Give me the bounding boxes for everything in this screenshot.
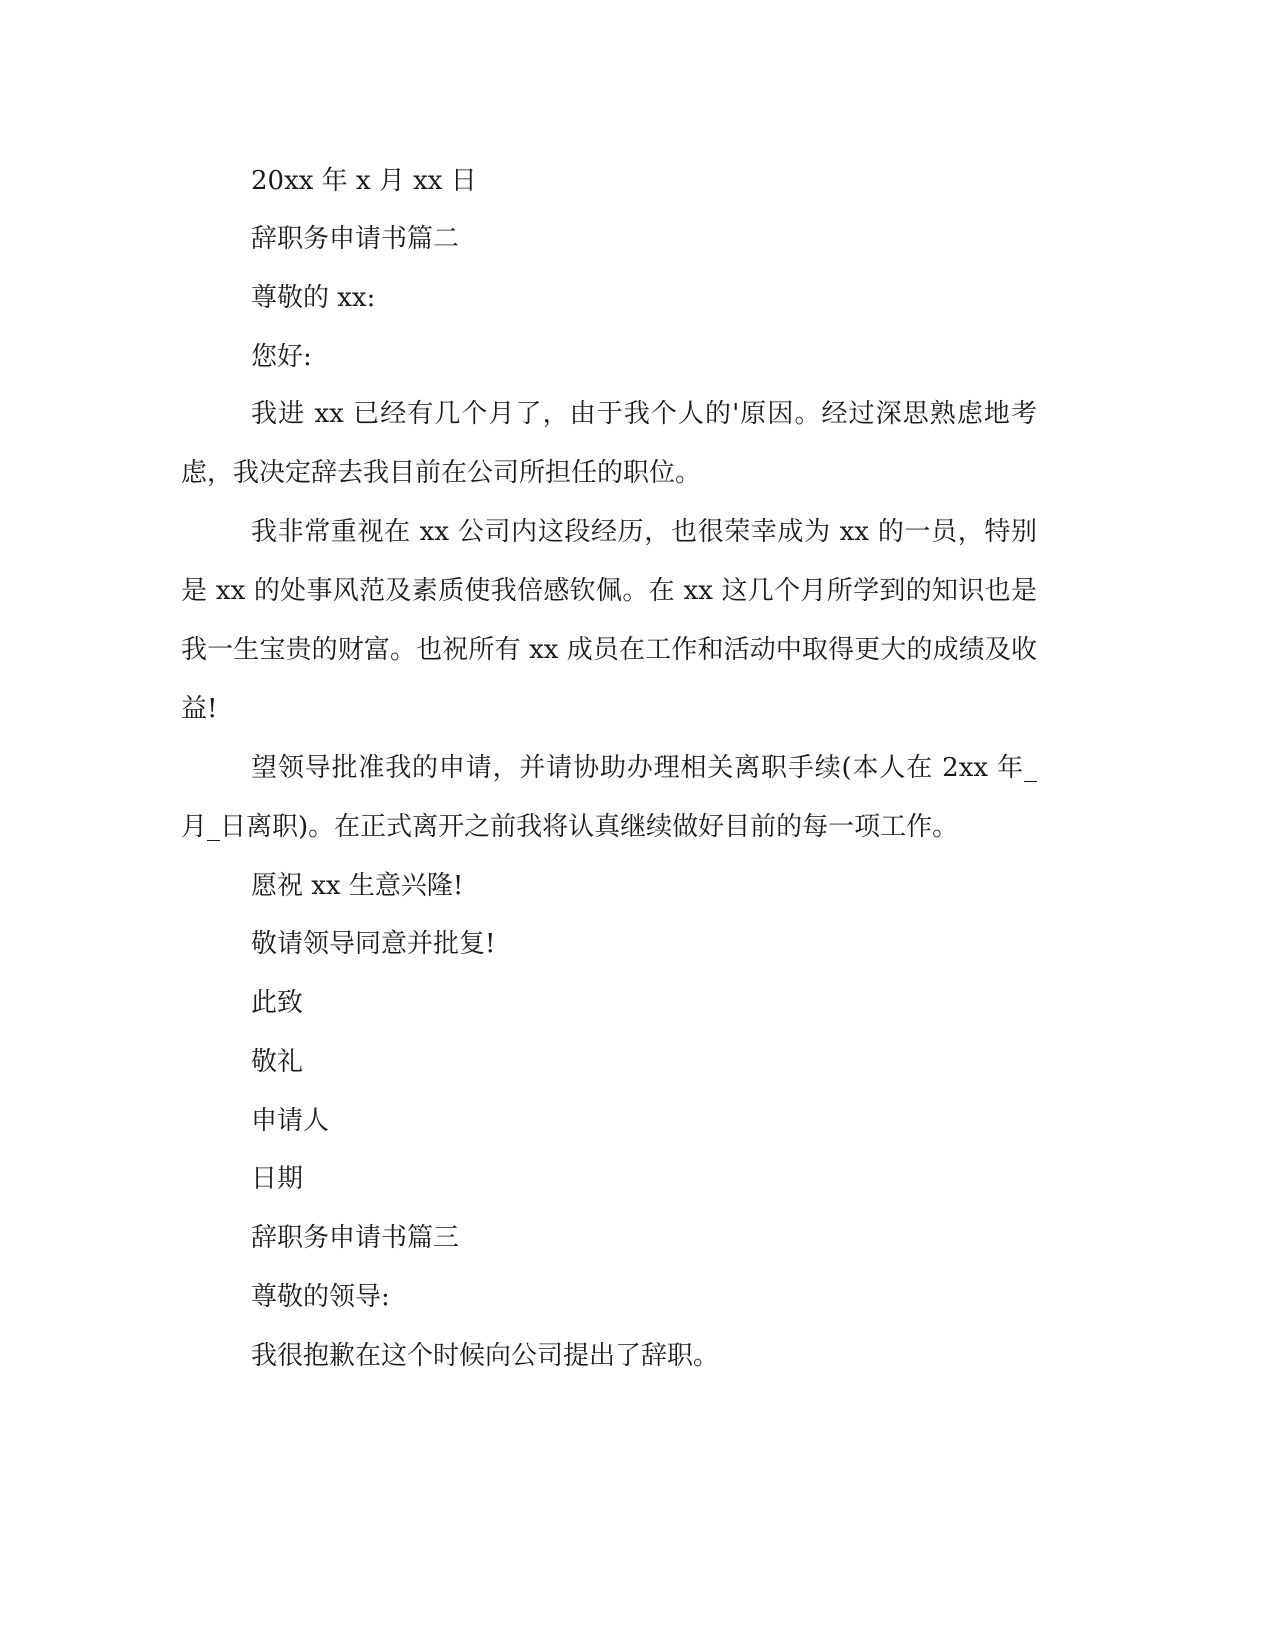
final-sentence: 我很抱歉在这个时候向公司提出了辞职。 (251, 1341, 720, 1371)
salutation-one: 尊敬的 xx: (251, 283, 376, 313)
closing-line-1: 此致 (251, 988, 304, 1018)
salutation-two: 尊敬的领导: (251, 1282, 390, 1312)
greeting: 您好: (251, 342, 312, 372)
date-label-line: 日期 (251, 1164, 304, 1194)
paragraph-2: 我非常重视在 xx 公司内这段经历，也很荣幸成为 xx 的一员，特别是 xx 的处事风范及素质使我倍感钦佩。在 xx 这几个月所学到的知识也是我一生宝贵的财富。也祝所有 xx 成员在工作和活动中取得更大的成绩及收益! (181, 517, 1037, 724)
applicant-line: 申请人 (251, 1106, 330, 1136)
paragraph-3: 望领导批准我的申请，并请协助办理相关离职手续(本人在 2xx 年_月_日离职)。在正式离开之前我将认真继续做好目前的每一项工作。 (181, 753, 1037, 842)
section-two-title: 辞职务申请书篇二 (251, 224, 460, 254)
wish-line: 愿祝 xx 生意兴隆! (251, 871, 464, 901)
closing-line-2: 敬礼 (251, 1047, 304, 1077)
date-line: 20xx 年 x 月 xx 日 (251, 166, 477, 196)
section-three-title: 辞职务申请书篇三 (251, 1223, 460, 1253)
paragraph-1: 我进 xx 已经有几个月了，由于我个人的'原因。经过深思熟虑地考虑，我决定辞去我目前在公司所担任的职位。 (181, 399, 1037, 488)
request-line: 敬请领导同意并批复! (251, 929, 496, 959)
